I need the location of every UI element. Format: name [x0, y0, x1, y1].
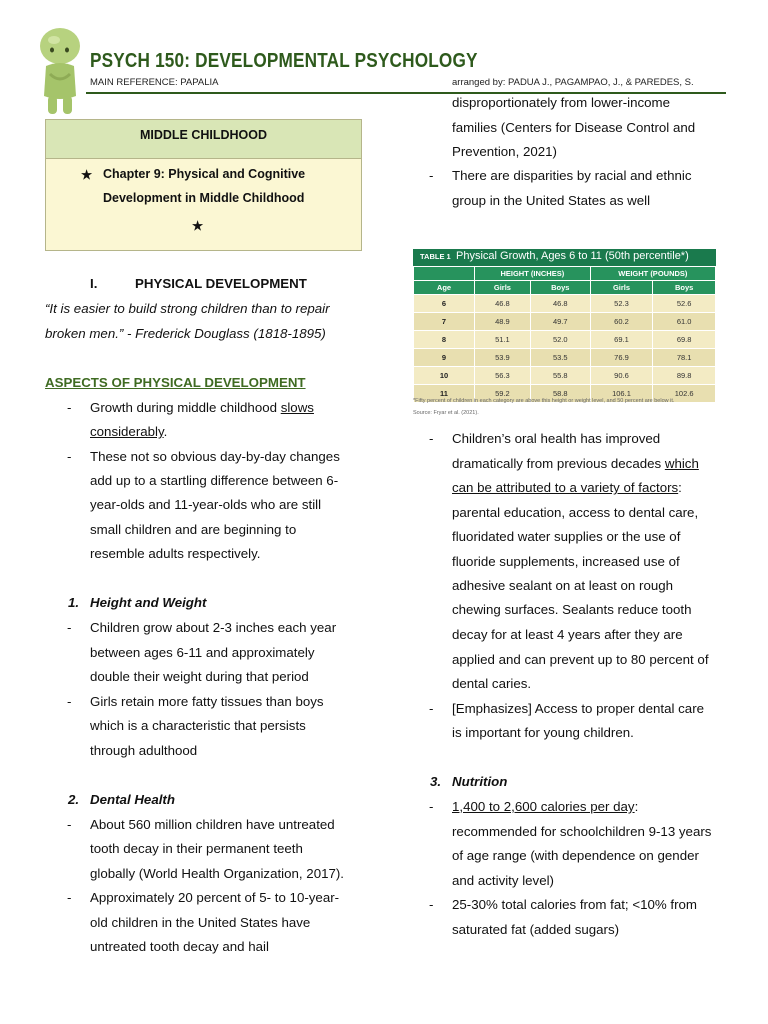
paragraph-line: chewing surfaces. Sealants reduce tooth: [452, 602, 692, 617]
paragraph-line: applied and can prevent up to 80 percent of: [452, 652, 709, 667]
paragraph-line: of age range (with dependence on gender: [452, 848, 699, 863]
table-cell: 76.9: [590, 349, 653, 367]
paragraph-line: add up to a startling difference between 6-: [90, 473, 339, 488]
table-header-cell: [414, 267, 475, 281]
table-cell: 52.3: [590, 295, 653, 313]
table-group-header-row: [414, 267, 716, 281]
subheading-number: 2.: [68, 792, 80, 807]
header-divider: [86, 92, 726, 94]
bullet-dash: -: [67, 694, 72, 709]
paragraph-line: considerably.: [90, 424, 168, 439]
table-row: [414, 313, 716, 331]
paragraph-line: 25-30% total calories from fat; <10% from: [452, 897, 697, 912]
table-cell: 59.2: [475, 385, 531, 403]
chapter-title-line1: Chapter 9: Physical and Cognitive: [103, 167, 306, 181]
table-cell: 49.7: [530, 313, 590, 331]
table-cell: 102.6: [653, 385, 716, 403]
paragraph-line: fluoridated water supplies or the use of: [452, 529, 681, 544]
paragraph-line: decay for at least 4 years after they are: [452, 627, 683, 642]
table-cell: 11: [414, 385, 475, 403]
star-icon: ★: [81, 168, 93, 182]
chapter-title-line2: Development in Middle Childhood: [103, 191, 305, 205]
table-group-header: HEIGHT (INCHES): [475, 267, 591, 281]
box-body: [46, 159, 361, 250]
paragraph-line: saturated fat (added sugars): [452, 922, 620, 937]
table-cell: 46.8: [530, 295, 590, 313]
subheading-nutrition: Nutrition: [452, 774, 508, 789]
table-source: Source: Fryar et al. (2021).: [413, 410, 479, 416]
chapter-box: [45, 119, 362, 251]
paragraph-line: 1,400 to 2,600 calories per day:: [452, 799, 639, 814]
paragraph-line: dramatically from previous decades which: [452, 456, 699, 471]
star-icon: ★: [192, 219, 204, 233]
table-caption: Physical Growth, Ages 6 to 11 (50th percentile*): [456, 250, 689, 262]
main-reference: MAIN REFERENCE: PAPALIA: [90, 77, 219, 88]
subheading-number: 3.: [430, 774, 442, 789]
paragraph-line: Prevention, 2021): [452, 144, 557, 159]
table-cell: 52.6: [653, 295, 716, 313]
paragraph-line: group in the United States as well: [452, 193, 651, 208]
paragraph-line: old children in the United States have: [90, 915, 311, 930]
paragraph-line: small children and are beginning to: [90, 522, 297, 537]
bullet-dash: -: [429, 168, 434, 183]
subheading-dental-health: Dental Health: [90, 792, 175, 807]
table-cell: 9: [414, 349, 475, 367]
table-cell: 10: [414, 367, 475, 385]
authors: arranged by: PADUA J., PAGAMPAO, J., & PAREDES, S.: [452, 77, 694, 88]
table-cell: 106.1: [590, 385, 653, 403]
quote-line: “It is easier to build strong children than to repair: [45, 301, 330, 316]
table-header-cell: Girls: [590, 281, 653, 295]
paragraph-line: Growth during middle childhood slows: [90, 400, 314, 415]
table-grid: [413, 266, 716, 403]
table-cell: 69.8: [653, 331, 716, 349]
table-row: [414, 349, 716, 367]
table-header-cell: Girls: [475, 281, 531, 295]
table-cell: 56.3: [475, 367, 531, 385]
paragraph-line: tooth decay in their permanent teeth: [90, 841, 303, 856]
bullet-dash: -: [67, 817, 72, 832]
section-number: I.: [90, 276, 98, 291]
table-cell: 60.2: [590, 313, 653, 331]
bullet-dash: -: [429, 431, 434, 446]
paragraph-line: between ages 6-11 and approximately: [90, 645, 315, 660]
paragraph-line: families (Centers for Disease Control and: [452, 120, 696, 135]
paragraph-line: recommended for schoolchildren 9-13 years: [452, 824, 712, 839]
paragraph-line: Approximately 20 percent of 5- to 10-year-: [90, 890, 340, 905]
paragraph-line: through adulthood: [90, 743, 198, 758]
paragraph-line: dental caries.: [452, 676, 532, 691]
paragraph-line: year-olds and 11-year-olds who are still: [90, 497, 322, 512]
paragraph-line: These not so obvious day-by-day changes: [90, 449, 340, 464]
paragraph-line: There are disparities by racial and ethnic: [452, 168, 692, 183]
paragraph-line: adhesive sealant on at least on rough: [452, 578, 674, 593]
paragraph-line: is important for young children.: [452, 725, 634, 740]
paragraph-line: [Emphasizes] Access to proper dental care: [452, 701, 705, 716]
table-header-cell: Boys: [653, 281, 716, 295]
bullet-dash: -: [429, 701, 434, 716]
mascot-logo: [36, 26, 84, 118]
paragraph-line: Girls retain more fatty tissues than boys: [90, 694, 324, 709]
bullet-dash: -: [429, 897, 434, 912]
table-row: [414, 331, 716, 349]
table-cell: 55.8: [530, 367, 590, 385]
table-cell: 6: [414, 295, 475, 313]
table-footnote: *Fifty percent of children in each category are above this height or weight level, and 50 percent are below it.: [413, 398, 675, 404]
bullet-dash: -: [429, 799, 434, 814]
quote-line: broken men.” - Frederick Douglass (1818-1895): [45, 326, 326, 341]
table-cell: 7: [414, 313, 475, 331]
box-heading: MIDDLE CHILDHOOD: [46, 120, 361, 159]
table-row: [414, 367, 716, 385]
paragraph-line: globally (World Health Organization, 2017).: [90, 866, 345, 881]
table-tag: TABLE 1: [420, 252, 451, 261]
bullet-dash: -: [67, 620, 72, 635]
paragraph-line: untreated tooth decay and hail: [90, 939, 269, 954]
document-title: PSYCH 150: DEVELOPMENTAL PSYCHOLOGY: [90, 50, 478, 72]
table-header-cell: Age: [414, 281, 475, 295]
paragraph-line: fluoride supplements, increased use of: [452, 554, 680, 569]
table-header-row: [414, 281, 716, 295]
bullet-dash: -: [67, 400, 72, 415]
table-group-header: WEIGHT (POUNDS): [590, 267, 715, 281]
table-cell: 46.8: [475, 295, 531, 313]
table-cell: 61.0: [653, 313, 716, 331]
section-title: PHYSICAL DEVELOPMENT: [135, 276, 307, 291]
table-cell: 58.8: [530, 385, 590, 403]
table-cell: 48.9: [475, 313, 531, 331]
table-cell: 53.9: [475, 349, 531, 367]
table-cell: 90.6: [590, 367, 653, 385]
table-cell: 8: [414, 331, 475, 349]
table-cell: 51.1: [475, 331, 531, 349]
subheading-number: 1.: [68, 595, 80, 610]
paragraph-line: disproportionately from lower-income: [452, 95, 671, 110]
paragraph-line: and activity level): [452, 873, 554, 888]
paragraph-line: double their weight during that period: [90, 669, 309, 684]
aspects-heading: ASPECTS OF PHYSICAL DEVELOPMENT: [45, 375, 306, 390]
table-header-cell: Boys: [530, 281, 590, 295]
paragraph-line: resemble adults respectively.: [90, 546, 261, 561]
subheading-height-weight: Height and Weight: [90, 595, 207, 610]
paragraph-line: parental education, access to dental care,: [452, 505, 699, 520]
bullet-dash: -: [67, 890, 72, 905]
paragraph-line: Children’s oral health has improved: [452, 431, 661, 446]
table-title-bar: [413, 249, 716, 266]
paragraph-line: Children grow about 2-3 inches each year: [90, 620, 337, 635]
table-cell: 89.8: [653, 367, 716, 385]
paragraph-line: About 560 million children have untreated: [90, 817, 335, 832]
table-cell: 78.1: [653, 349, 716, 367]
table-cell: 53.5: [530, 349, 590, 367]
paragraph-line: can be attributed to a variety of factors:: [452, 480, 682, 495]
table-cell: 52.0: [530, 331, 590, 349]
bullet-dash: -: [67, 449, 72, 464]
table-cell: 69.1: [590, 331, 653, 349]
paragraph-line: which is a characteristic that persists: [90, 718, 306, 733]
table-row: [414, 295, 716, 313]
